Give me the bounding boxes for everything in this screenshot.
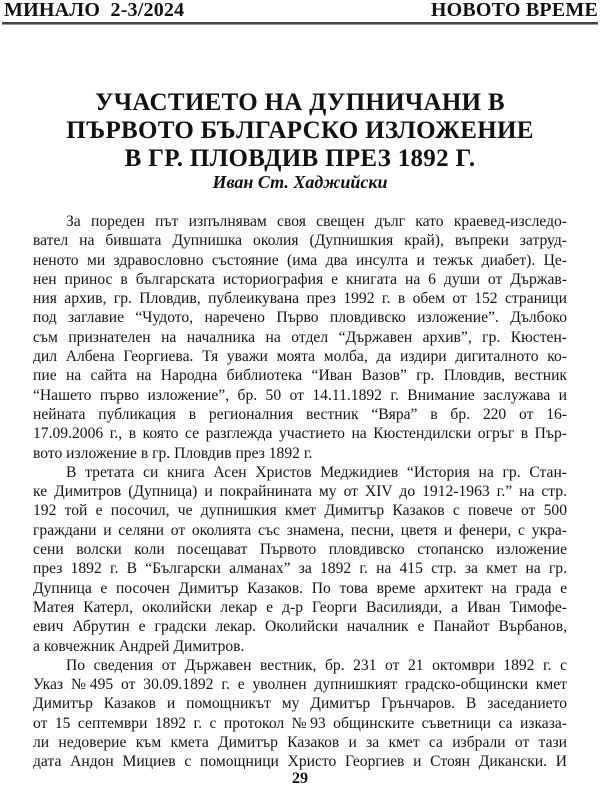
text-line: “Нашето първо изложение”, бр. 50 от 14.11.1892 г. Внимание заслужава и: [33, 386, 567, 404]
text-line: Указ №495 от 30.09.1892 г. е уволнен дупнишкият градско-общински кмет: [33, 676, 567, 694]
section-label: НОВОТО ВРЕМЕ: [430, 0, 598, 21]
article-author: Иван Ст. Хаджийски: [212, 172, 388, 192]
text-line: Матея Катерл, околийски лекар е д-р Георги Василияди, а Иван Тимофе-: [33, 598, 567, 616]
title-line: В ГР. ПЛОВДИВ ПРЕЗ 1892 Г.: [124, 145, 476, 172]
text-line: неното ми здравословно състояние (има два инсулта и тежък диабет). Це-: [33, 251, 567, 269]
text-line: сени волски коли посещават Първото пловдивско стопанско изложение: [33, 541, 567, 559]
text-line: 192 той е посочил, че дупнишкия кмет Димитър Казаков с повече от 500: [33, 502, 567, 520]
text-line: Дупница е посочен Димитър Казаков. По това време архитект на града е: [33, 579, 567, 597]
text-line: под заглавие “Чудото, наречено Първо пловдивско изложение”. Дълбоко: [33, 309, 567, 327]
text-line: от 15 септември 1892 г. с протокол №93 общинските съветници са изказа-: [33, 714, 567, 732]
running-header: [4, 0, 598, 20]
text-line: В третата си книга Асен Христов Меджидиев “История на гр. Стан-: [66, 463, 567, 481]
text-line: вото изложение в гр. Пловдив през 1892 г.: [33, 444, 313, 462]
text-line: нен принос в българската историография е книгата на 6 души от Държав-: [33, 270, 567, 288]
paragraph: [33, 212, 567, 463]
text-line: а ковчежник Андрей Димитров.: [33, 637, 245, 655]
text-line: съм признателен на началника на отдел “Държавен архив”, гр. Кюстен-: [33, 328, 567, 346]
title-line: ПЪРВОТО БЪЛГАРСКО ИЗЛОЖЕНИЕ: [66, 117, 534, 144]
text-line: граждани и селяни от околията със знамена, песни, цветя и фенери, с укра-: [33, 521, 567, 539]
text-line: 17.09.2006 г., в която се разглежда участието на Кюстендилски огръг в Пър-: [33, 425, 567, 443]
text-line: евич Абрутин е градски лекар. Околийски началник е Панайот Върбанов,: [33, 618, 567, 636]
title-line: УЧАСТИЕТО НА ДУПНИЧАНИ В: [95, 89, 505, 116]
text-line: дил Албена Георгиева. Тя уважи моята молба, да издири дигиталното ко-: [33, 348, 567, 366]
text-line: ния архив, гр. Пловдив, публеикувана през 1992 г. в обем от 152 страници: [33, 290, 567, 308]
paragraph: [33, 463, 567, 656]
paragraph: [33, 656, 567, 772]
text-line: пие на сайта на Народна библиотека “Иван Вазов” гр. Пловдив, вестник: [33, 367, 567, 385]
text-line: ке Димитров (Дупница) и покрайнината му от XIV до 1912-1963 г.” на стр.: [33, 483, 567, 501]
journal-issue-label: МИНАЛО 2-3/2024: [4, 0, 185, 21]
article-title: [0, 89, 600, 173]
text-line: ли недоверие към кмета Димитър Казаков и за кмет са избрали от тази: [33, 734, 567, 752]
text-line: За пореден път изпълнявам своя свещен дълг като краевед-изследо-: [66, 213, 567, 230]
header-rule-divider: [2, 22, 598, 25]
text-line: нейната публикация в регионалния вестник “Вяра” в бр. 220 от 16-: [33, 405, 567, 423]
text-line: дата Андон Мициев с помощници Христо Георгиев и Стоян Дикански. И: [33, 753, 567, 771]
text-line: Димитър Казаков и помощникът му Димитър Грънчаров. В заседанието: [33, 695, 567, 713]
text-line: По сведения от Държавен вестник, бр. 231 от 21 октомври 1892 г. с: [66, 656, 567, 674]
page-number: 29: [292, 770, 308, 787]
text-line: вател на бившата Дупнишка околия (Дупнишкия край), въпреки затруд-: [33, 232, 567, 250]
article-body: [33, 212, 567, 772]
text-line: през 1892 г. В “Български алманах” за 1892 г. на 415 стр. за кмет на гр.: [33, 560, 567, 578]
